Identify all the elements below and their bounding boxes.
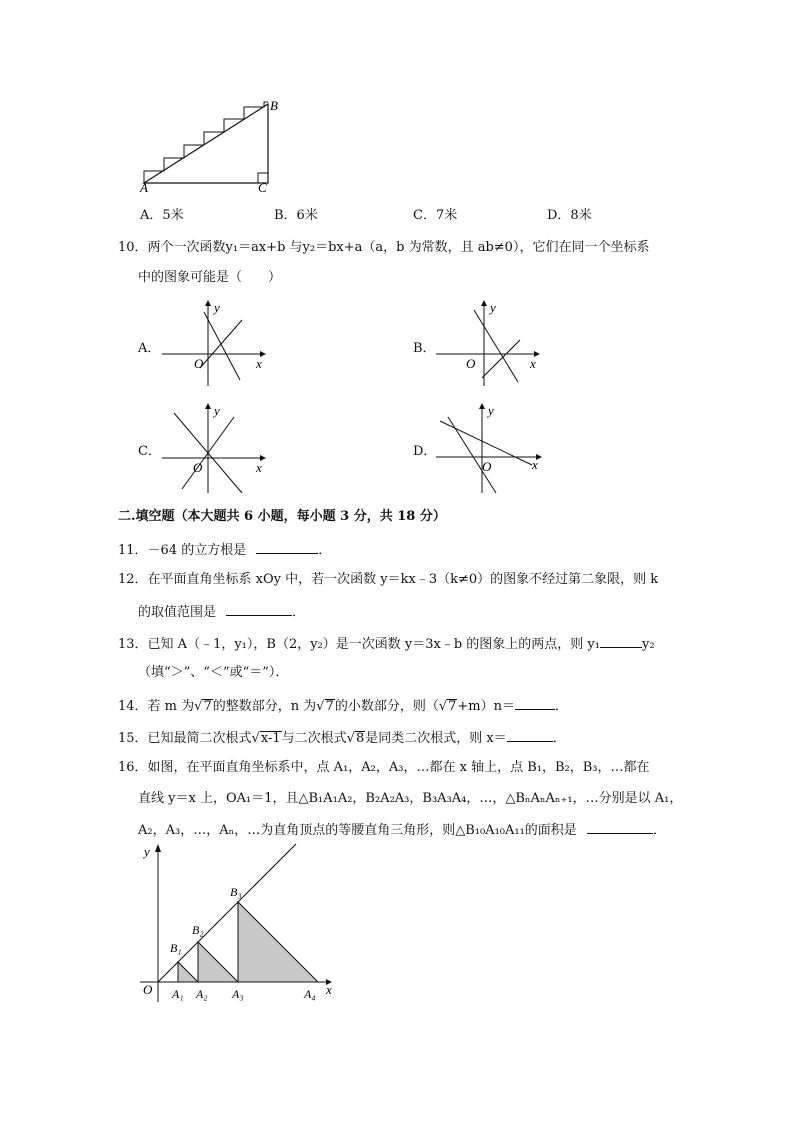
radicand: 8 [355,731,365,746]
radicand: 7 [203,699,212,714]
q11-text: 11．－64 的立方根是 [118,543,247,558]
answer-blank[interactable] [507,728,553,742]
origin-label: O [482,459,492,474]
q10-graph-a [160,298,270,388]
q10-line2: 中的图象可能是（ ） [138,270,282,285]
origin-label: O [193,460,203,475]
sqrt-sign: √ [438,699,448,714]
q12-line1: 12．在平面直角坐标系 xOy 中，若一次函数 y＝kx﹣3（k≠0）的图象不经过第二象限，则 k [118,572,659,587]
origin-label: O [466,356,476,371]
question-14 [118,696,568,716]
axis-x-label: x [256,356,262,371]
q12-line2-text: 的取值范围是 [138,605,217,620]
axis-x-label: x [532,457,538,472]
radicand: 7 [325,699,334,714]
q11-end: ． [318,543,332,558]
question-13-line1 [118,634,655,654]
q13-line2: （填“＞”、“＜”或“＝”）． [138,665,289,680]
q10-graph-d [434,401,549,496]
q16-line1: 16．如图，在平面直角坐标系中，点 A₁，A₂，A₃，…都在 x 轴上，点 B₁，B₂，B₃，…都在 [118,760,650,775]
q16-line3-text: A₂，A₃，…，Aₙ，…为直角顶点的等腰直角三角形，则△B₁₀A₁₀A₁₁的面积是 [138,823,577,838]
q10-option-a-label: A． [138,341,161,356]
label-a4: A₄ [304,987,316,1001]
q10-line1: 10．两个一次函数y₁＝ax+b 与y₂＝bx+a（a，b 为常数，且 ab≠0），它们在同一个坐标系 [118,240,650,255]
label-a1: A₁ [172,987,184,1001]
question-11 [118,540,331,560]
q12-end: ． [292,605,306,620]
answer-blank[interactable] [587,820,653,834]
radicand: 7 [448,699,457,714]
question-16-line3 [138,820,666,840]
label-b1: B₁ [170,941,182,955]
q16-figure [136,840,356,1010]
q14-text-d: +m）n＝ [457,699,515,714]
q14-text-b: 的整数部分，n 为 [212,699,317,714]
origin-label: O [194,356,204,371]
q10-option-d-label: D． [413,444,437,459]
label-b: B [270,98,278,113]
q14-text-a: 14．若 m 为 [118,699,195,714]
q10-graph-b [434,298,544,388]
axis-y-label: y [490,300,496,315]
q15-text-c: 是同类二次根式，则 x＝ [365,731,507,746]
q16-line2: 直线 y＝x 上，OA₁＝1，且△B₁A₁A₂，B₂A₂A₃，B₃A₃A₄，…，△BₙAₙAₙ₊₁，…分别是以 A₁， [138,791,683,806]
answer-blank[interactable] [515,696,555,710]
answer-blank[interactable] [226,602,292,616]
q14-text-c: 的小数部分，则（ [334,699,439,714]
q13-text-b: y₂ [642,637,655,652]
sqrt-sign: √ [194,699,203,714]
answer-blank[interactable] [600,634,642,648]
q15-end: ． [552,731,566,746]
answer-blank[interactable] [256,540,318,554]
label-b3: B₃ [230,885,242,899]
q9-option-d: D．8米 [547,208,592,223]
staircase-figure [136,96,286,196]
q9-option-a: A．5米 [140,208,184,223]
axis-y-label: y [488,403,494,418]
section-2-heading: 二.填空题（本大题共 6 小题，每小题 3 分，共 18 分） [118,509,446,524]
q16-end: ． [652,823,666,838]
sqrt-sign: √ [316,699,325,714]
sqrt-sign: √ [346,731,355,746]
q10-option-c-label: C． [138,444,161,459]
q9-option-c: C．7米 [413,208,458,223]
axis-x-label: x [256,460,262,475]
axis-x-label: x [530,356,536,371]
axis-y-label: y [214,403,220,418]
q15-text-a: 15．已知最简二次根式 [118,731,252,746]
axis-y-label: y [144,844,150,859]
question-12-line2 [138,602,305,622]
origin-label: O [143,982,153,997]
q9-option-b: B．6米 [274,208,318,223]
label-c: C [258,180,267,195]
q10-option-b-label: B． [413,341,436,356]
question-15 [118,728,566,748]
q15-text-b: 与二次根式 [281,731,347,746]
q10-graph-c [160,401,270,496]
q13-text-a: 13．已知 A（﹣1，y₁），B（2，y₂）是一次函数 y＝3x﹣b 的图象上的两点，则 y₁ [118,637,600,652]
label-a3: A₃ [232,987,244,1001]
sqrt-sign: √ [251,731,260,746]
label-b2: B₂ [192,923,204,937]
q14-end: ． [555,699,569,714]
axis-x-label: x [326,982,332,997]
label-a2: A₂ [196,987,208,1001]
label-a: A [140,180,148,195]
axis-y-label: y [214,300,220,315]
radicand: x-1 [260,731,281,746]
